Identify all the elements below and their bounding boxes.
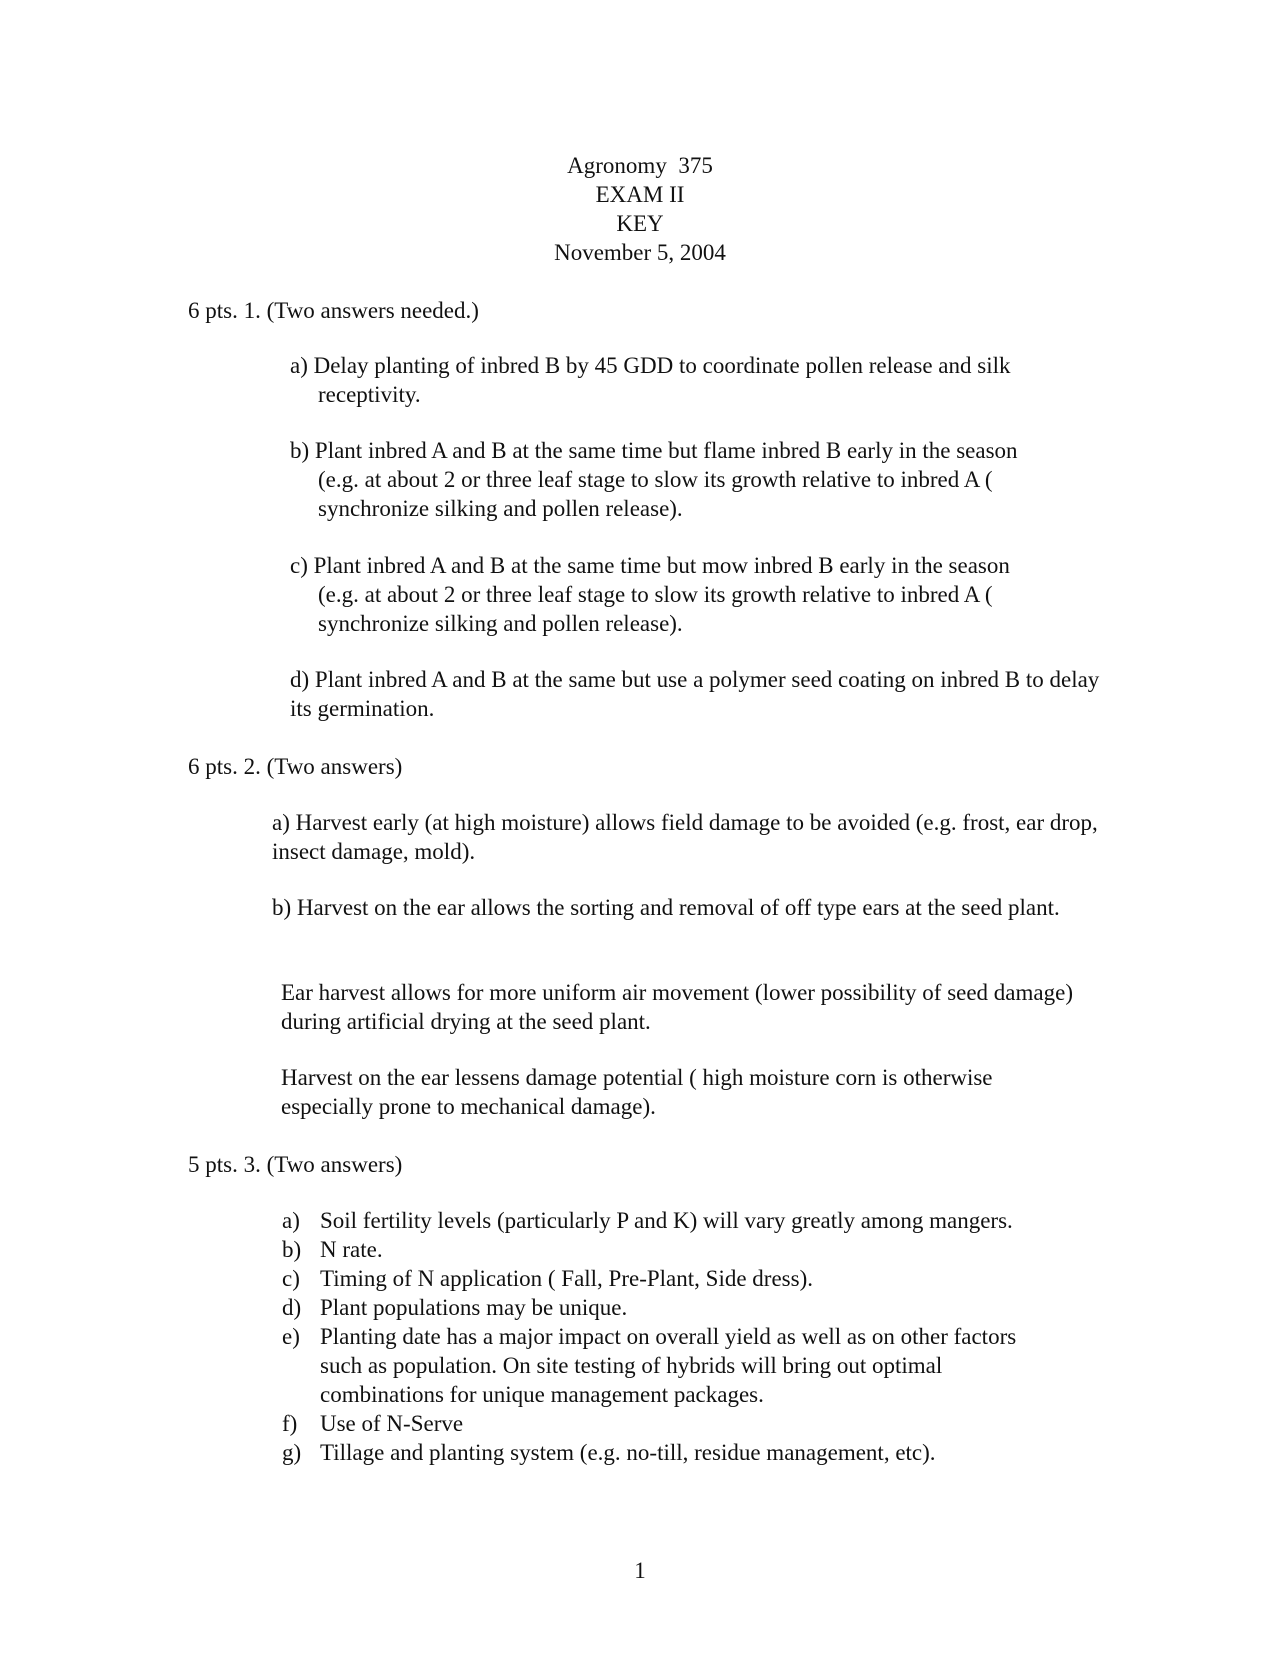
q1-answer-d: d) Plant inbred A and B at the same but use a polymer seed coating on inbred B to delay its germination. <box>290 667 1100 721</box>
item-text: Soil fertility levels (particularly P and K) will vary greatly among mangers. <box>320 1208 1013 1233</box>
q1-answer-a: a) Delay planting of inbred B by 45 GDD to coordinate pollen release and silk receptivity. <box>290 353 1011 407</box>
q3-answer-list <box>282 1206 1102 1467</box>
question-2-heading: 6 pts. 2. (Two answers) <box>188 754 403 779</box>
item-text: N rate. <box>320 1237 383 1262</box>
item-label: e) <box>282 1324 300 1349</box>
list-item <box>282 1438 1102 1467</box>
q1-answer-c: c) Plant inbred A and B at the same time but mow inbred B early in the season (e.g. at about 2 or three leaf stage to slow its growth relative to inbred A ( synchronize silking and pollen release). <box>290 553 1010 636</box>
item-text: Use of N-Serve <box>320 1411 464 1436</box>
q2-note-damage-potential: Harvest on the ear lessens damage potential ( high moisture corn is otherwise especially prone to mechanical damage). <box>281 1065 993 1119</box>
item-text: Plant populations may be unique. <box>320 1295 628 1320</box>
item-label: d) <box>282 1295 302 1320</box>
q2-note-air-movement: Ear harvest allows for more uniform air movement (lower possibility of seed damage) during artificial drying at the seed plant. <box>281 980 1073 1034</box>
list-item <box>282 1206 1102 1235</box>
q2-answer-b: b) Harvest on the ear allows the sorting and removal of off type ears at the seed plant. <box>272 895 1060 920</box>
item-label: c) <box>282 1266 300 1291</box>
course-title: Agronomy 375 <box>567 153 713 178</box>
question-1-heading: 6 pts. 1. (Two answers needed.) <box>188 298 479 323</box>
item-text: Timing of N application ( Fall, Pre-Plant, Side dress). <box>320 1266 813 1291</box>
page-number: 1 <box>634 1558 646 1583</box>
q1-answer-b: b) Plant inbred A and B at the same time but flame inbred B early in the season (e.g. at about 2 or three leaf stage to slow its growth relative to inbred A ( synchronize silking and pollen release). <box>290 438 1018 521</box>
exam-date: November 5, 2004 <box>554 240 726 265</box>
list-item <box>282 1235 1102 1264</box>
item-text: Tillage and planting system (e.g. no-till, residue management, etc). <box>320 1440 936 1465</box>
question-3-heading: 5 pts. 3. (Two answers) <box>188 1152 403 1177</box>
item-label: f) <box>282 1411 298 1436</box>
item-label: b) <box>282 1237 302 1262</box>
document-header <box>0 151 1280 267</box>
item-label: g) <box>282 1440 302 1465</box>
key-label: KEY <box>616 211 664 236</box>
item-label: a) <box>282 1208 300 1233</box>
list-item <box>282 1322 1102 1409</box>
list-item <box>282 1409 1102 1438</box>
item-text: Planting date has a major impact on overall yield as well as on other factors such as population. On site testing of hybrids will bring out optimal combinations for unique management packages. <box>320 1324 1017 1407</box>
list-item <box>282 1264 1102 1293</box>
list-item <box>282 1293 1102 1322</box>
q2-answer-a: a) Harvest early (at high moisture) allows field damage to be avoided (e.g. frost, ear drop, insect damage, mold). <box>272 810 1098 864</box>
exam-title: EXAM II <box>595 182 685 207</box>
